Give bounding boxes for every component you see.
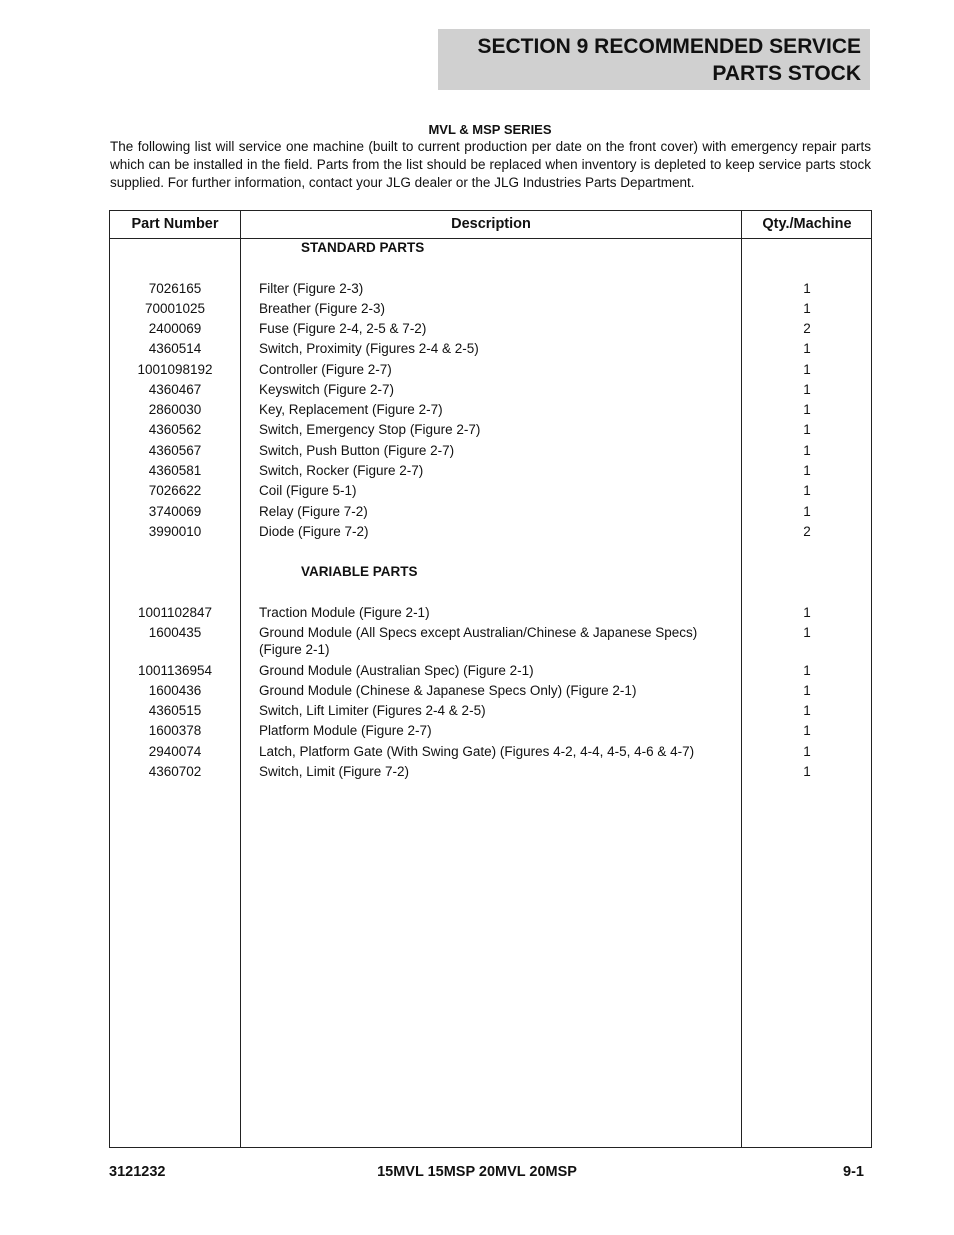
part-qty: 1	[803, 402, 811, 417]
part-description: Switch, Emergency Stop (Figure 2-7)	[259, 422, 481, 437]
part-description: Latch, Platform Gate (With Swing Gate) (Figures 4-2, 4-4, 4-5, 4-6 & 4-7)	[259, 744, 695, 759]
part-number: 7026622	[148, 483, 202, 498]
section-header	[438, 29, 870, 90]
part-qty: 1	[803, 504, 811, 519]
part-qty: 1	[803, 362, 811, 377]
part-number: 2400069	[148, 321, 202, 336]
part-qty: 1	[803, 463, 811, 478]
column-header-part-number: Part Number	[131, 216, 219, 232]
part-number: 1600435	[148, 625, 202, 640]
part-number: 4360702	[148, 764, 202, 779]
part-qty: 1	[803, 341, 811, 356]
footer-page-number: 9-1	[843, 1164, 864, 1180]
part-qty: 1	[803, 625, 811, 640]
part-number: 1600436	[148, 683, 202, 698]
part-number: 2940074	[148, 744, 202, 759]
part-description: Switch, Push Button (Figure 2-7)	[259, 443, 455, 458]
part-description: Fuse (Figure 2-4, 2-5 & 7-2)	[259, 321, 427, 336]
group-label-standard: STANDARD PARTS	[301, 240, 425, 255]
group-label-variable: VARIABLE PARTS	[301, 564, 418, 579]
part-description: Breather (Figure 2-3)	[259, 301, 386, 316]
part-description: Ground Module (Australian Spec) (Figure 2-1)	[259, 663, 534, 678]
part-description: Switch, Rocker (Figure 2-7)	[259, 463, 424, 478]
part-qty: 1	[803, 703, 811, 718]
part-description: Platform Module (Figure 2-7)	[259, 723, 432, 738]
part-number: 4360514	[148, 341, 202, 356]
part-description: Switch, Limit (Figure 7-2)	[259, 764, 410, 779]
part-number: 2860030	[148, 402, 202, 417]
column-header-qty: Qty./Machine	[762, 216, 852, 232]
part-number: 4360581	[148, 463, 202, 478]
section-title-line2: PARTS STOCK	[712, 61, 861, 85]
part-qty: 1	[803, 605, 811, 620]
series-subtitle: MVL & MSP SERIES	[428, 122, 552, 137]
part-number: 4360562	[148, 422, 202, 437]
footer-models: 15MVL 15MSP 20MVL 20MSP	[377, 1164, 577, 1180]
part-qty: 2	[803, 524, 811, 539]
part-description	[259, 624, 729, 658]
part-description: Traction Module (Figure 2-1)	[259, 605, 430, 620]
part-description: Switch, Lift Limiter (Figures 2-4 & 2-5)	[259, 703, 486, 718]
part-qty: 1	[803, 301, 811, 316]
part-number: 1600378	[148, 723, 202, 738]
part-number: 4360467	[148, 382, 202, 397]
part-description: Ground Module (Chinese & Japanese Specs Only) (Figure 2-1)	[259, 683, 637, 698]
part-number: 3740069	[148, 504, 202, 519]
part-qty: 1	[803, 443, 811, 458]
parts-table	[109, 210, 872, 1148]
part-number: 1001098192	[137, 362, 213, 377]
header-divider	[110, 238, 871, 239]
part-number: 70001025	[144, 301, 206, 316]
part-number: 4360567	[148, 443, 202, 458]
part-qty: 1	[803, 422, 811, 437]
part-description: Keyswitch (Figure 2-7)	[259, 382, 395, 397]
part-number: 4360515	[148, 703, 202, 718]
part-qty: 1	[803, 663, 811, 678]
part-description: Coil (Figure 5-1)	[259, 483, 357, 498]
intro-paragraph: The following list will service one machine (built to current production per date on the front cover) with emergency repair parts which can be installed in the field. Parts from the list should be replaced when inventory is depleted to keep service parts stock supplied. For further information, contact your JLG dealer or the JLG Industries Parts Department.	[110, 139, 871, 190]
part-qty: 1	[803, 744, 811, 759]
part-number: 7026165	[148, 281, 202, 296]
part-qty: 2	[803, 321, 811, 336]
part-description: Diode (Figure 7-2)	[259, 524, 369, 539]
part-qty: 1	[803, 764, 811, 779]
part-description-line1: Ground Module (All Specs except Australian/Chinese & Japanese Specs)	[259, 625, 698, 640]
section-title-line1: SECTION 9 RECOMMENDED SERVICE	[477, 34, 861, 58]
part-number: 3990010	[148, 524, 202, 539]
part-qty: 1	[803, 723, 811, 738]
part-qty: 1	[803, 683, 811, 698]
part-number: 1001136954	[137, 663, 213, 678]
part-description-line2: (Figure 2-1)	[259, 642, 330, 657]
part-number: 1001102847	[137, 605, 213, 620]
part-description: Key, Replacement (Figure 2-7)	[259, 402, 443, 417]
column-header-description: Description	[451, 216, 531, 232]
footer-doc-number: 3121232	[109, 1164, 166, 1180]
part-description: Relay (Figure 7-2)	[259, 504, 368, 519]
part-description: Switch, Proximity (Figures 2-4 & 2-5)	[259, 341, 479, 356]
part-description: Filter (Figure 2-3)	[259, 281, 364, 296]
column-divider	[240, 211, 241, 1147]
part-qty: 1	[803, 382, 811, 397]
part-description: Controller (Figure 2-7)	[259, 362, 392, 377]
part-qty: 1	[803, 483, 811, 498]
part-qty: 1	[803, 281, 811, 296]
